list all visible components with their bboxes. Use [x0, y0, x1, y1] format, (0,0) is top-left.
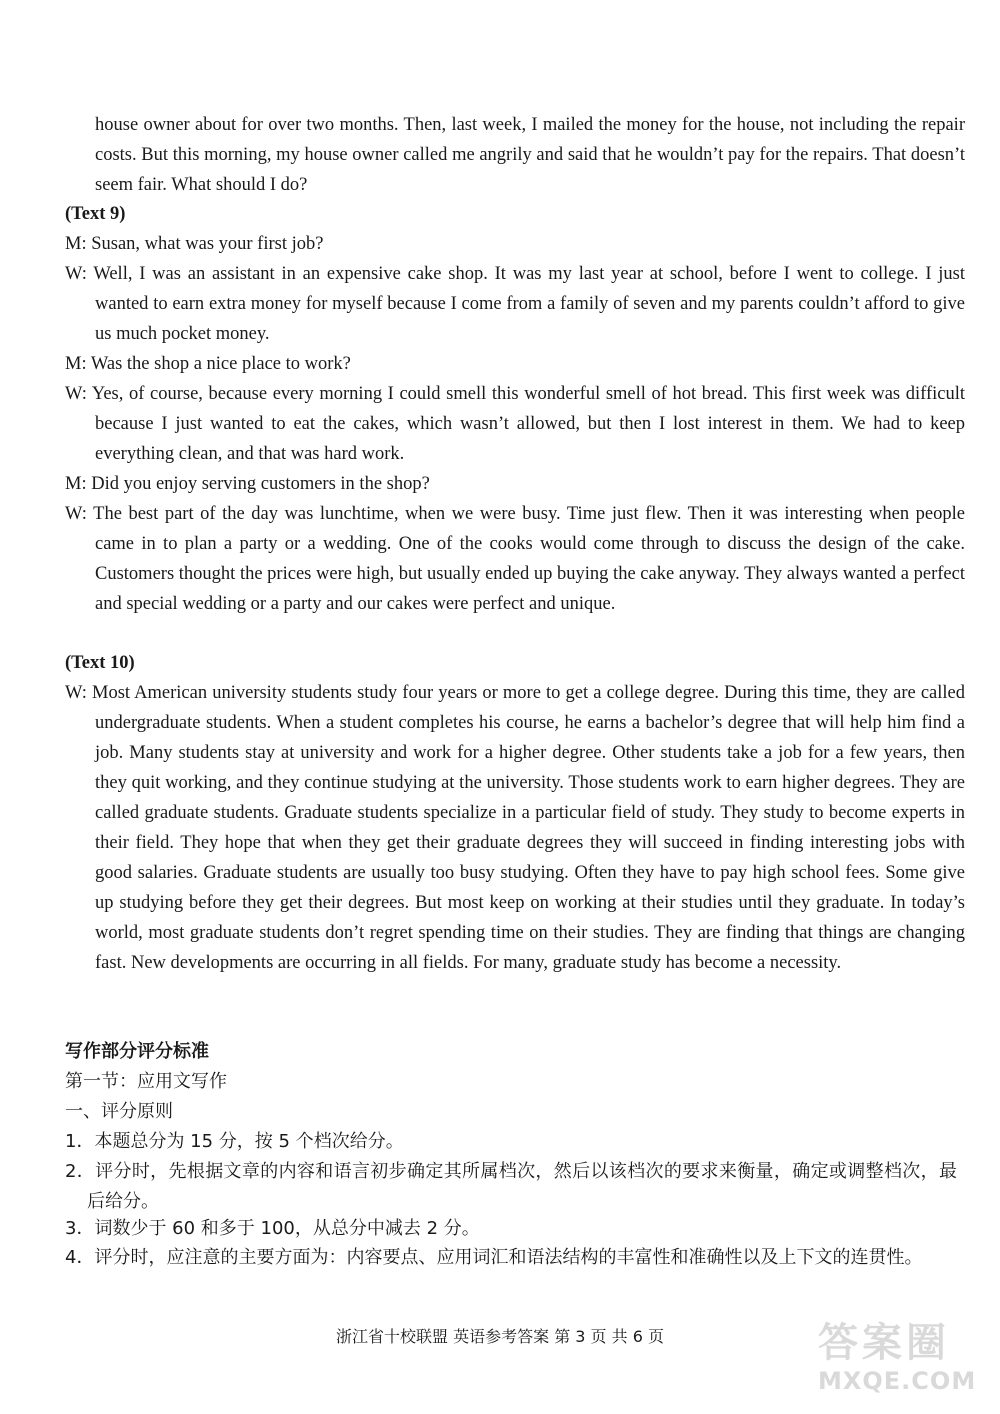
principle-heading: 一、评分原则 — [65, 1101, 173, 1122]
section-title: 第一节：应用文写作 — [65, 1071, 227, 1092]
dialogue-line: M: Did you enjoy serving customers in the shop? — [65, 474, 430, 494]
dialogue-line: W: Well, I was an assistant in an expensive cake shop. It was my last year at school, before I went to college. I just wanted to earn extra money for myself because I come from a family of seven and my parents couldn’t afford to give us much pocket money. — [65, 264, 965, 344]
watermark-logo — [818, 1320, 988, 1410]
criteria-item: 3．词数少于 60 和多于 100，从总分中减去 2 分。 — [65, 1218, 480, 1239]
dialogue-line: W: The best part of the day was lunchtime, when we were busy. Time just flew. Then it was interesting when people came in to plan a party or a wedding. One of the cooks would come through to discuss the design of the cake. Customers thought the prices were high, but usually ended up buying the cake anyway. They always wanted a perfect and special wedding or a party and our cakes were perfect and unique. — [65, 504, 965, 614]
criteria-item: 2．评分时，先根据文章的内容和语言初步确定其所属档次，然后以该档次的要求来衡量，确定或调整档次，最后给分。 — [65, 1161, 957, 1212]
page-footer: 浙江省十校联盟 英语参考答案 第 3 页 共 6 页 — [336, 1327, 664, 1346]
text10-heading: (Text 10) — [65, 653, 135, 673]
dialogue-line: M: Susan, what was your first job? — [65, 234, 324, 254]
criteria-item: 4．评分时，应注意的主要方面为：内容要点、应用词汇和语法结构的丰富性和准确性以及上下文的连贯性。 — [65, 1247, 923, 1268]
dialogue-line: W: Yes, of course, because every morning I could smell this wonderful smell of hot bread. This first week was difficult because I just wanted to eat the cakes, which wasn’t allowed, but then I lost interest in them. We had to keep everything clean, and that was hard work. — [65, 384, 965, 464]
dialogue-line: M: Was the shop a nice place to work? — [65, 354, 351, 374]
watermark-url: MXQE.COM — [818, 1367, 977, 1395]
criteria-item: 1．本题总分为 15 分，按 5 个档次给分。 — [65, 1131, 404, 1152]
monologue: W: Most American university students study four years or more to get a college degree. During this time, they are called undergraduate students. When a student completes his course, he earns a bachelor’s degree that will help him find a job. Many students stay at university and work for a higher degree. Other students take a job for a few years, then they quit working, and they continue studying at the university. Those students work to earn higher degrees. They are called graduate students. Graduate students specialize in a particular field of study. They study to become experts in their field. They hope that when they get their graduate degrees they will succeed in finding interesting jobs with good salaries. Graduate students are usually too busy studying. Often they have to pay high school fees. Some give up studying before they get their degrees. But most keep on working at their studies until they graduate. In today’s world, most graduate students don’t regret spending time on their studies. They are finding that things are changing fast. New developments are occurring in all fields. For many, graduate study has become a necessity. — [65, 683, 965, 973]
text9-heading: (Text 9) — [65, 204, 126, 224]
watermark-text: 答案圈 — [818, 1320, 950, 1366]
writing-criteria-title: 写作部分评分标准 — [65, 1041, 209, 1062]
text8-continuation: house owner about for over two months. Then, last week, I mailed the money for the house, not including the repair costs. But this morning, my house owner called me angrily and said that he wouldn’t pay for the repairs. That doesn’t seem fair. What should I do? — [95, 115, 965, 195]
